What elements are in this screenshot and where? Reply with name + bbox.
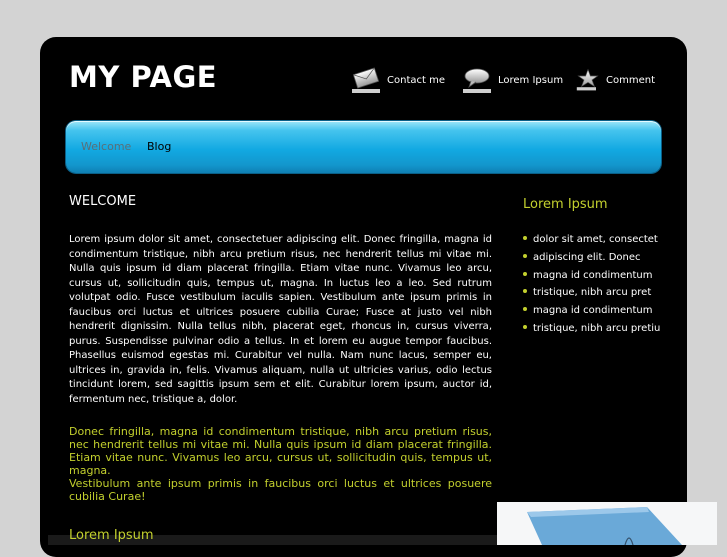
highlight-line-2: Vestibulum ante ipsum primis in faucibus orci luctus et ultrices posuere cubilia Curae! <box>69 477 492 503</box>
sidebar-item[interactable]: dolor sit amet, consectet <box>523 233 673 251</box>
bullet-icon <box>523 307 527 311</box>
bullet-icon <box>523 272 527 276</box>
contact-me-label: Contact me <box>387 74 445 86</box>
highlight-line-1: Donec fringilla, magna id condimentum tristique, nibh arcu pretium risus, nec hendrerit tellus mi vitae mi. Nulla quis ipsum id diam placerat fringilla. Etiam vitae nunc. Vivamus leo arcu, cursus ut, sollicitudin quis, tempus ut, magna. <box>69 425 492 477</box>
bullet-icon <box>523 325 527 329</box>
sidebar-heading: Lorem Ipsum <box>523 197 608 212</box>
site-title: MY PAGE <box>69 60 218 94</box>
sidebar-item[interactable]: tristique, nibh arcu pretiu <box>523 322 673 340</box>
highlight-paragraph <box>69 425 492 503</box>
bullet-icon <box>523 236 527 240</box>
section-heading: Lorem Ipsum <box>69 528 154 543</box>
sidebar-item[interactable]: adipiscing elit. Donec <box>523 251 673 269</box>
envelope-icon <box>351 66 381 94</box>
star-icon <box>576 66 600 94</box>
paper-bag-image <box>497 502 717 545</box>
lorem-ipsum-label: Lorem Ipsum <box>498 74 564 86</box>
tab-welcome[interactable]: Welcome <box>81 140 132 153</box>
sidebar-item[interactable]: magna id condimentum <box>523 269 673 287</box>
nav-bar <box>66 121 661 173</box>
comment-link[interactable] <box>576 66 655 94</box>
comment-label: Comment <box>606 74 655 86</box>
speech-bubble-icon <box>462 66 492 94</box>
contact-me-link[interactable] <box>351 66 445 94</box>
bullet-icon <box>523 289 527 293</box>
bullet-icon <box>523 254 527 258</box>
sidebar-list <box>523 233 673 340</box>
page-title: WELCOME <box>69 194 137 209</box>
corner-image <box>497 502 717 545</box>
sidebar-item[interactable]: tristique, nibh arcu pret <box>523 286 673 304</box>
tab-blog[interactable]: Blog <box>147 140 172 153</box>
sidebar-item[interactable]: magna id condimentum <box>523 304 673 322</box>
body-paragraph: Lorem ipsum dolor sit amet, consectetuer adipiscing elit. Donec fringilla, magna id condimentum tristique, nibh arcu pretium risus, nec hendrerit tellus mi vitae mi. Nulla quis ipsum id diam placerat fringilla. Etiam vitae nunc. Vivamus leo arcu, cursus ut, sollicitudin quis, tempus ut, magna. In luctus leo a leo. Sed rutrum volutpat odio. Fusce vestibulum iaculis sapien. Vestibulum ante ipsum primis in faucibus orci luctus et ultrices posuere cubilia Curae; Fusce at justo vel nibh hendrerit dignissim. Nulla tellus nibh, placerat eget, rhoncus in, cursus viverra, purus. Suspendisse pulvinar odio a tellus. In et lorem eu augue tempor faucibus. Phasellus euismod egestas mi. Curabitur vel nulla. Nam nunc lacus, semper eu, ultrices in, gravida in, felis. Vivamus aliquam, nulla ut ultricies varius, odio lectus tincidunt lorem, sed sagittis ipsum sem et elit. Curabitur lorem ipsum, auctor id, fermentum nec, tristique a, dolor. <box>69 234 492 405</box>
lorem-ipsum-link[interactable] <box>462 66 563 94</box>
